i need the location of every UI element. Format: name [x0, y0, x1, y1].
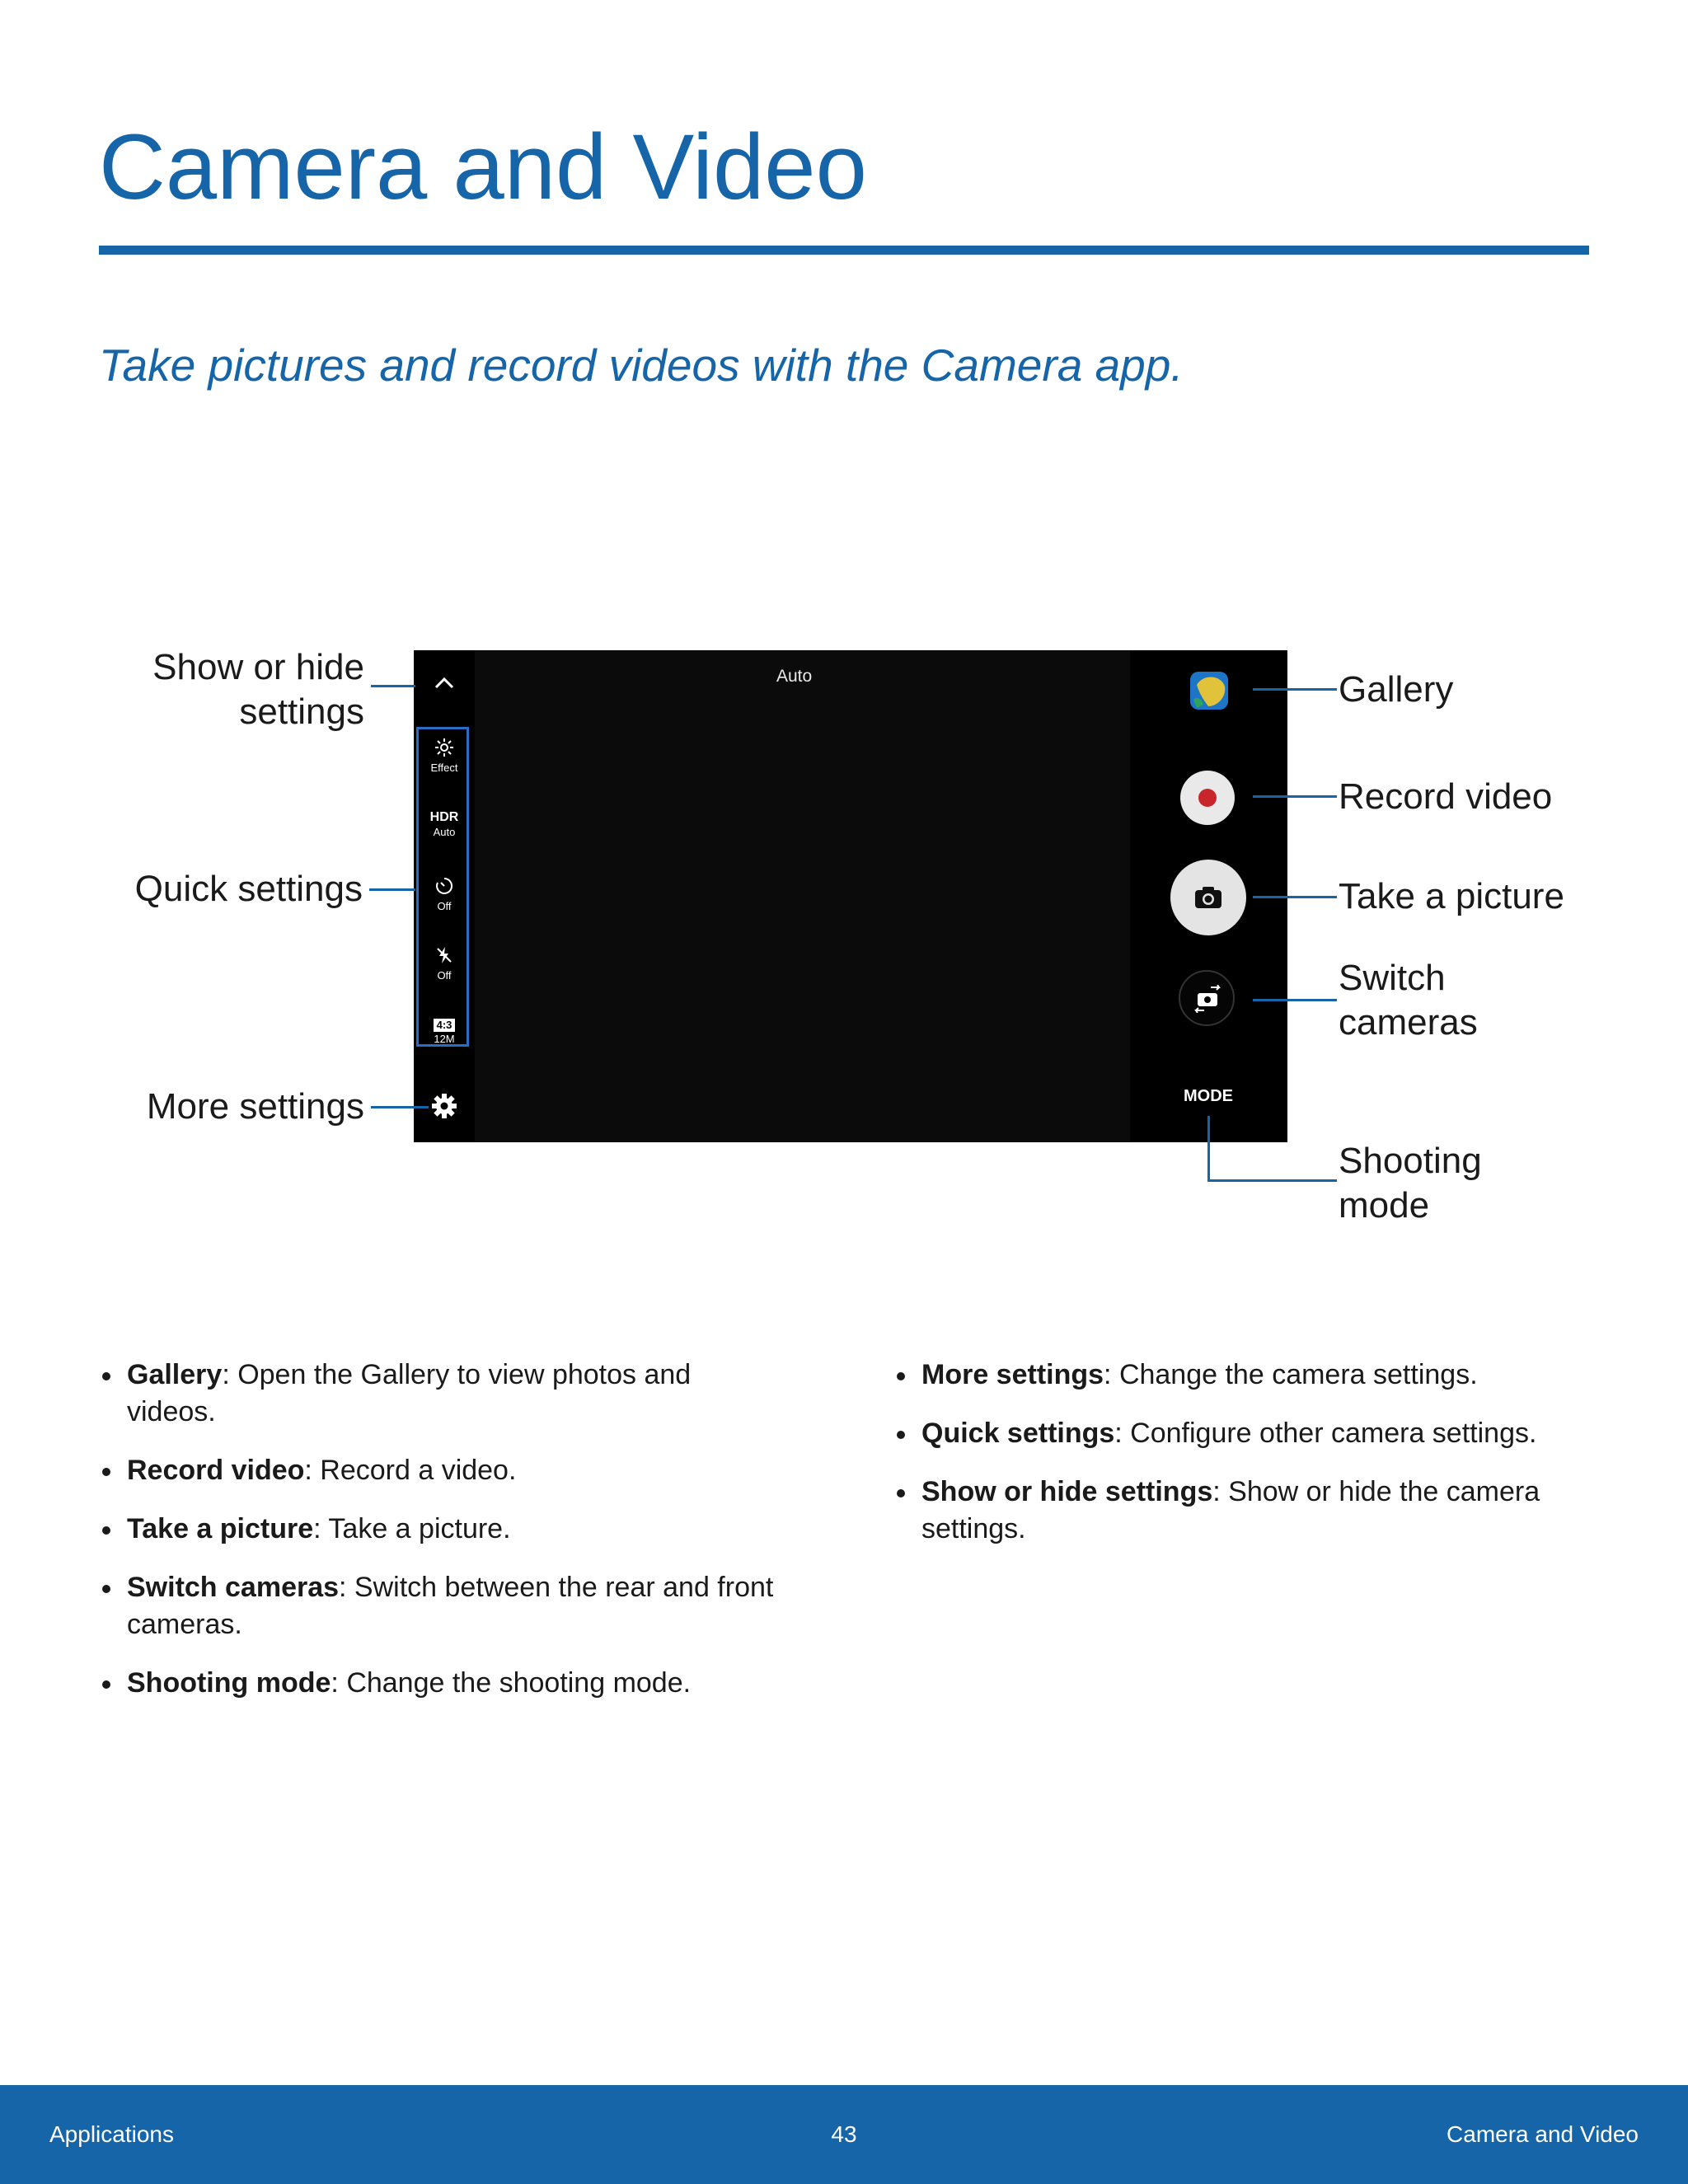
list-item: [101, 1665, 776, 1702]
gallery-thumbnail-icon[interactable]: [1189, 670, 1230, 711]
flash-off-icon: [414, 945, 475, 969]
leader-line: [369, 888, 415, 891]
timer-icon: [414, 876, 475, 900]
callout-text: cameras: [1339, 1002, 1478, 1043]
list-item-desc: : Configure other camera settings.: [1114, 1418, 1537, 1449]
list-item: [101, 1511, 776, 1548]
bullet-list-left: [101, 1357, 776, 1723]
leader-line: [1207, 1179, 1337, 1182]
list-item-desc: : Switch between the rear and front cameras.: [127, 1572, 774, 1640]
record-video-button[interactable]: [1180, 771, 1235, 825]
list-item-desc: : Change the camera settings.: [1104, 1359, 1478, 1390]
switch-camera-icon: [1193, 985, 1222, 1013]
callout-text: settings: [239, 691, 364, 732]
list-item-term: Show or hide settings: [921, 1476, 1213, 1507]
callout-switch-cameras: [1339, 956, 1478, 1045]
page-number: 43: [831, 2121, 857, 2147]
leader-line: [1253, 999, 1337, 1001]
leader-line: [371, 685, 415, 687]
record-dot-icon: [1198, 789, 1217, 807]
list-item: [895, 1415, 1604, 1452]
title-rule: [99, 246, 1589, 255]
footer-section-label: Applications: [49, 2121, 174, 2147]
page-footer: [0, 2085, 1688, 2184]
callout-show-hide-settings: [99, 645, 364, 734]
camera-icon: [1193, 884, 1223, 911]
quick-setting-label: Auto: [433, 826, 456, 838]
quick-setting-hdr[interactable]: [414, 809, 475, 839]
list-item: [101, 1569, 776, 1643]
leader-line: [1253, 795, 1337, 798]
hdr-icon: HDR: [429, 810, 459, 824]
switch-cameras-button[interactable]: [1179, 970, 1235, 1026]
list-item-desc: : Show or hide the camera settings.: [921, 1476, 1540, 1544]
quick-setting-label: 12M: [434, 1033, 455, 1045]
callout-quick-settings: Quick settings: [134, 869, 363, 909]
list-item: [895, 1357, 1604, 1394]
callout-record-video: Record video: [1339, 776, 1553, 817]
take-picture-button[interactable]: [1170, 860, 1246, 935]
callout-shooting-mode: [1339, 1139, 1482, 1228]
list-item-desc: : Record a video.: [304, 1455, 517, 1486]
gear-icon[interactable]: [430, 1092, 458, 1120]
list-item-term: Record video: [127, 1455, 305, 1486]
list-item-term: Shooting mode: [127, 1667, 331, 1699]
mode-button[interactable]: MODE: [1184, 1087, 1233, 1105]
list-item: [895, 1474, 1604, 1548]
camera-preview[interactable]: [475, 650, 1130, 1142]
list-item-term: Switch cameras: [127, 1572, 340, 1603]
page-subtitle: Take pictures and record videos with the Camera app.: [99, 340, 1184, 391]
quick-setting-effect[interactable]: [414, 738, 475, 775]
list-item-term: Gallery: [127, 1359, 223, 1390]
callout-text: Switch: [1339, 958, 1446, 998]
camera-left-bar: [414, 650, 475, 1142]
leader-line: [1207, 1116, 1210, 1182]
chevron-up-icon[interactable]: [432, 673, 457, 693]
list-item-term: Quick settings: [921, 1418, 1115, 1449]
list-item-desc: : Take a picture.: [313, 1513, 511, 1544]
quick-setting-label: Off: [437, 969, 452, 982]
footer-chapter-label: Camera and Video: [1447, 2121, 1639, 2147]
callout-text: Show or hide: [152, 647, 364, 687]
callout-text: mode: [1339, 1185, 1430, 1226]
bullet-list-right: [895, 1357, 1604, 1569]
list-item: [101, 1452, 776, 1489]
callout-gallery: Gallery: [1339, 669, 1454, 710]
list-item: [101, 1357, 776, 1431]
quick-setting-label: Effect: [430, 762, 458, 774]
quick-setting-label: Off: [437, 900, 452, 912]
quick-setting-timer[interactable]: [414, 876, 475, 913]
page-title: Camera and Video: [99, 115, 867, 218]
quick-setting-picture-size[interactable]: [414, 1018, 475, 1046]
list-item-term: More settings: [921, 1359, 1104, 1390]
leader-line: [1253, 896, 1337, 898]
leader-line: [371, 1106, 429, 1108]
effect-icon: [414, 738, 475, 762]
list-item-desc: : Change the shooting mode.: [331, 1667, 692, 1699]
callout-text: Shooting: [1339, 1141, 1482, 1181]
leader-line: [1253, 688, 1337, 691]
picture-size-icon: 4:3: [434, 1019, 456, 1032]
quick-setting-flash[interactable]: [414, 945, 475, 982]
callout-take-picture: Take a picture: [1339, 876, 1564, 916]
camera-status-label: Auto: [776, 667, 813, 686]
list-item-term: Take a picture: [127, 1513, 314, 1544]
list-item-desc: : Open the Gallery to view photos and videos.: [127, 1359, 692, 1427]
callout-more-settings: More settings: [146, 1086, 364, 1127]
camera-screen: [414, 650, 1287, 1142]
